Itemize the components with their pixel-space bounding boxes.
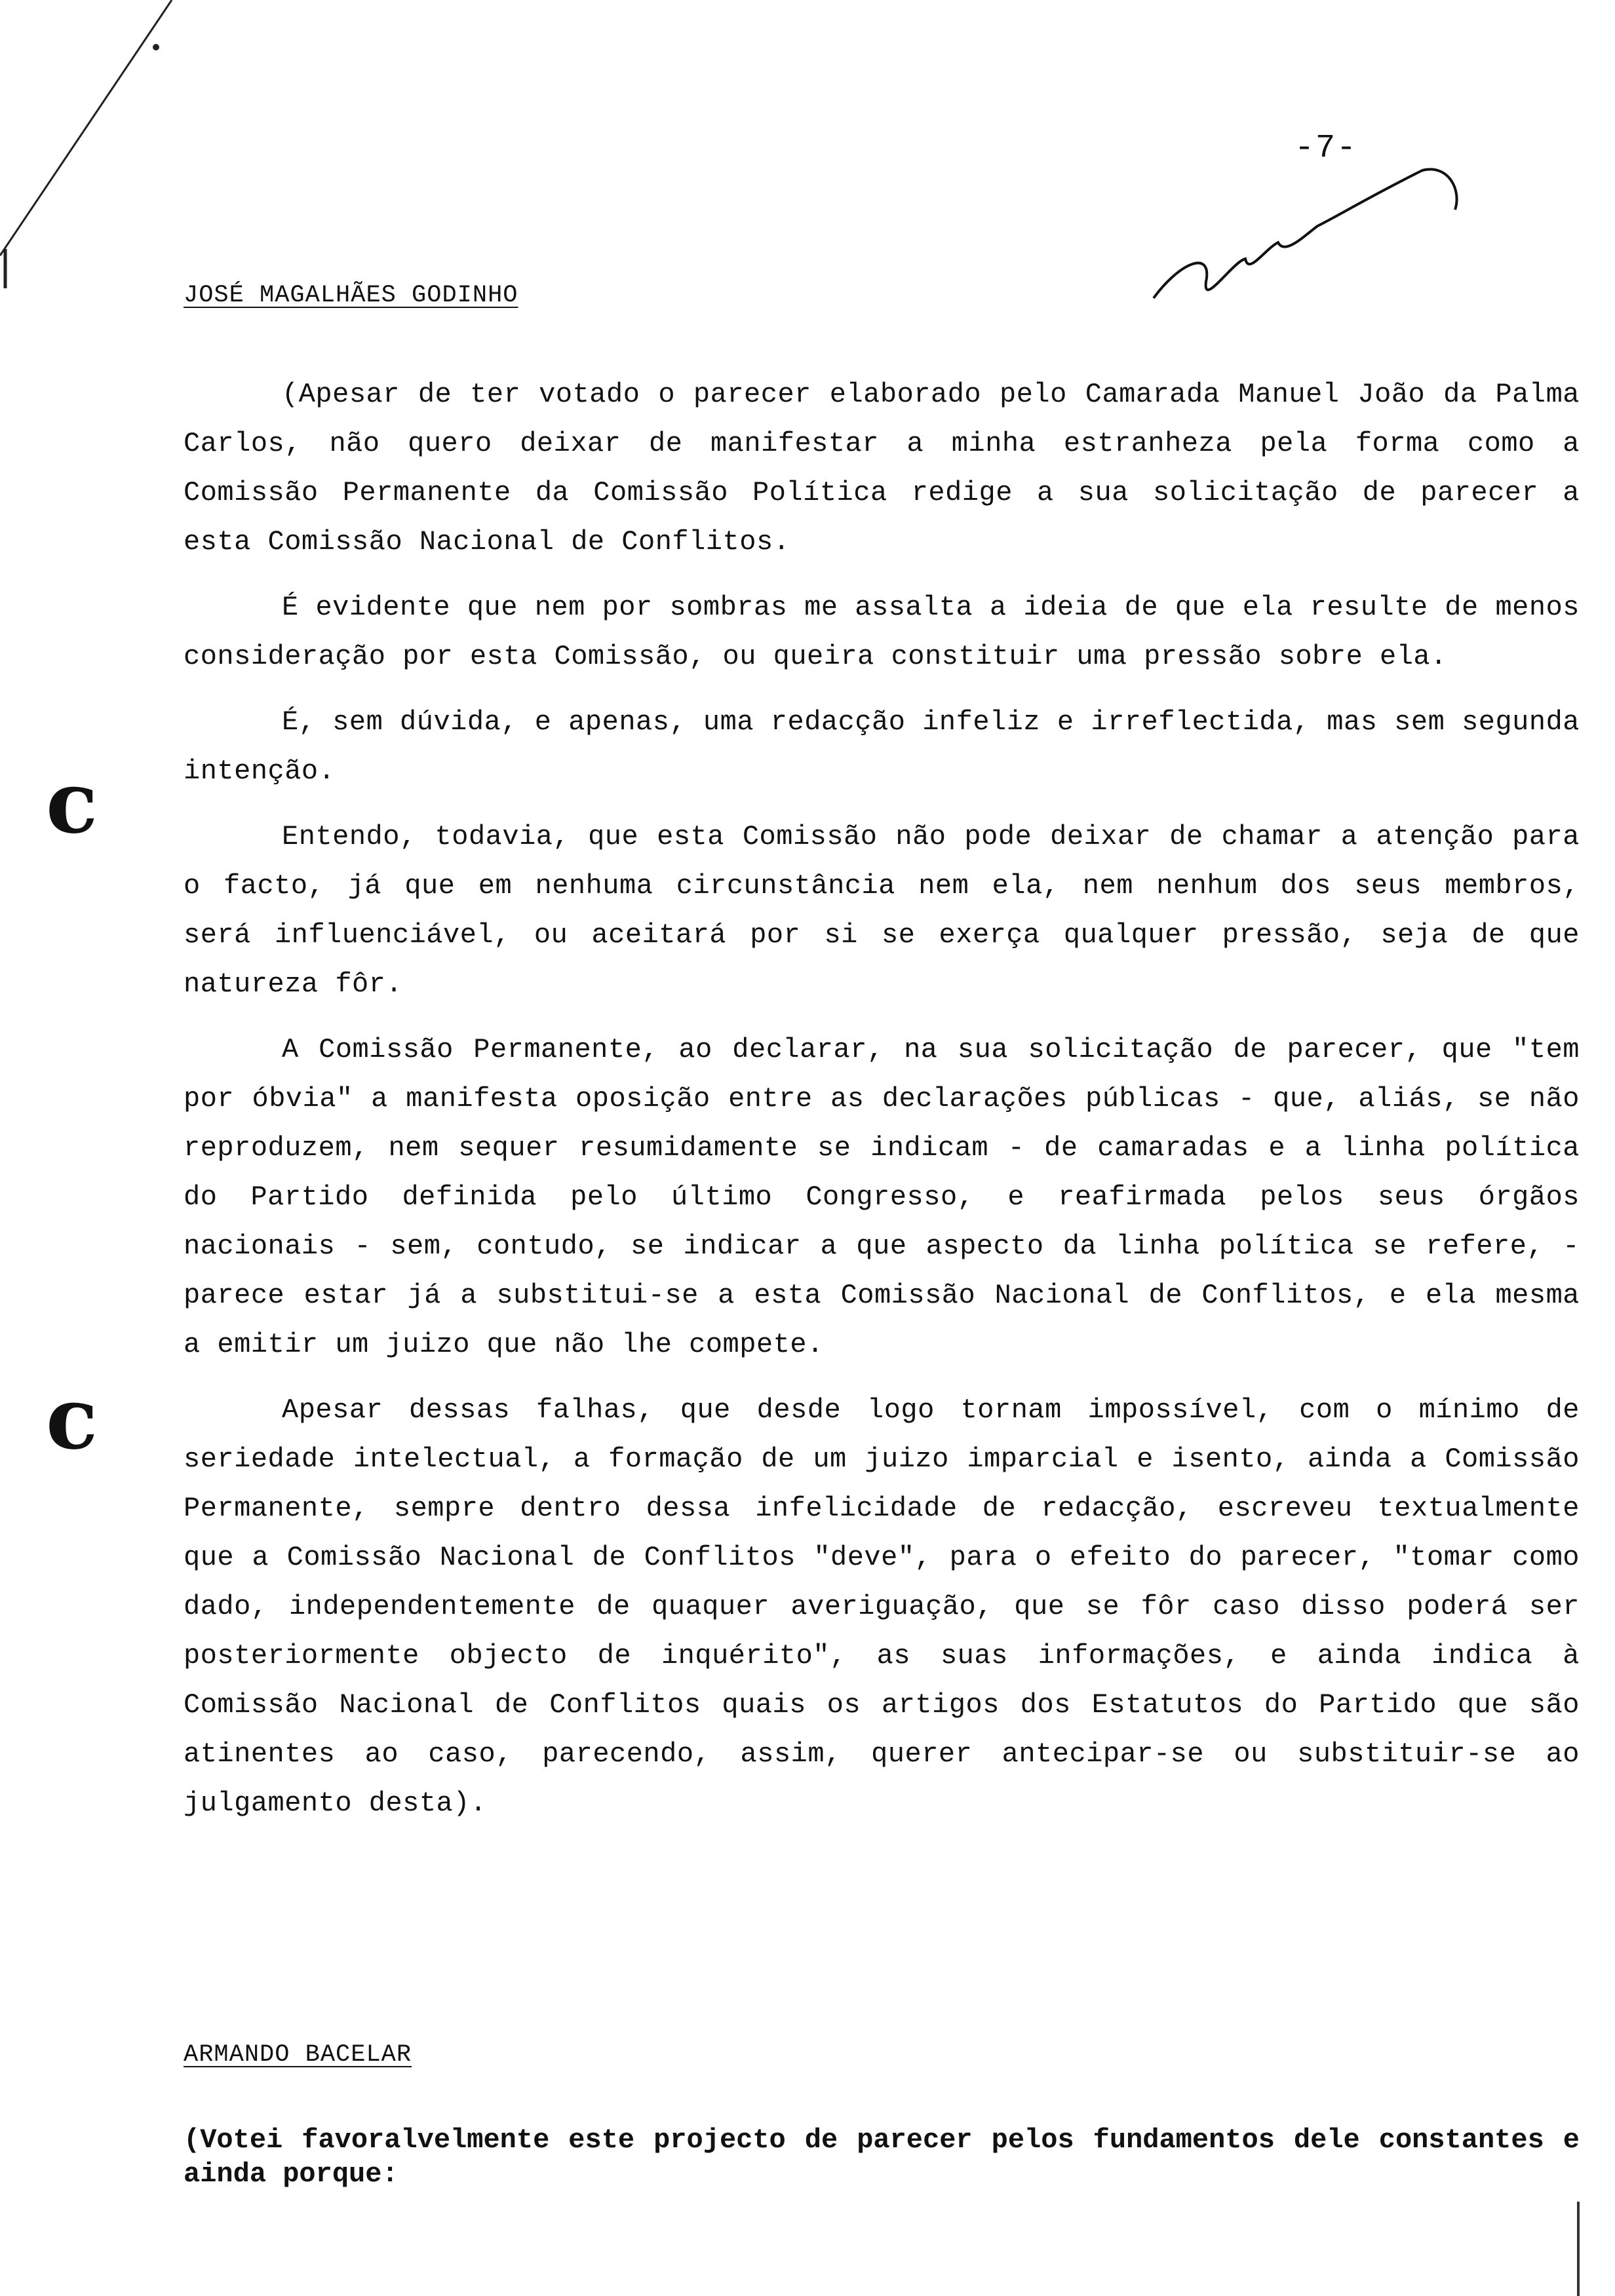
section-author-godinho: JOSÉ MAGALHÃES GODINHO: [184, 282, 518, 309]
bacelar-declaration: (Votei favoralvelmente este projecto de parecer pelos fundamentos dele constantes e ainda porque:: [184, 2124, 1580, 2190]
page-number: -7-: [1294, 130, 1358, 167]
signature-squiggle: [1154, 169, 1457, 298]
paragraph: Entendo, todavia, que esta Comissão não pode deixar de chamar a atenção para o facto, já que em nenhuma circunstância nem ela, nem nenhum dos seus membros, será influenciável, ou aceitará por si se exerça qualquer pressão, seja de que natureza fôr.: [184, 821, 1580, 1000]
paragraph: É, sem dúvida, e apenas, uma redacção infeliz e irreflectida, mas sem segunda intenção.: [184, 706, 1580, 787]
margin-pencil-line: [0, 0, 172, 256]
margin-dot: [153, 44, 159, 50]
margin-mark-hole-bottom: c: [46, 1368, 98, 1468]
paragraph: A Comissão Permanente, ao declarar, na sua solicitação de parecer, que "tem por óbvia" a manifesta oposição entre as declarações públicas - que, aliás, se não reproduzem, nem sequer resumidamente se indicam - de camaradas e a linha política do Partido definida pelo último Congresso, e reafirmada pelos seus órgãos nacionais - sem, contudo, se indicar a que aspecto da linha política se refere, - parece estar já a substitui-se a esta Comissão Nacional de Conflitos, e ela mesma a emitir um juizo que não lhe compete.: [184, 1034, 1580, 1360]
paragraph: Apesar dessas falhas, que desde logo tornam impossível, com o mínimo de seriedade intelectual, a formação de um juizo imparcial e isento, ainda a Comissão Permanente, sempre dentro dessa infelicidade de redacção, escreveu textualmente que a Comissão Nacional de Conflitos "deve", para o efeito do parecer, "tomar como dado, independentemente de quaquer averiguação, que se fôr caso disso poderá ser posteriormente objecto de inquérito", as suas informações, e ainda indica à Comissão Nacional de Conflitos quais os artigos dos Estatutos do Partido que são atinentes ao caso, parecendo, assim, querer antecipar-se ou substituir-se ao julgamento desta).: [184, 1394, 1580, 1819]
section-author-bacelar: ARMANDO BACELAR: [184, 2041, 412, 2069]
godinho-declaration: [184, 370, 1580, 1845]
paragraph: É evidente que nem por sombras me assalta a ideia de que ela resulte de menos consideração por esta Comissão, ou queira constituir uma pressão sobre ela.: [184, 592, 1580, 672]
paragraph: (Apesar de ter votado o parecer elaborado pelo Camarada Manuel João da Palma Carlos, não quero deixar de manifestar a minha estranheza pela forma como a Comissão Permanente da Comissão Política redige a sua solicitação de parecer a esta Comissão Nacional de Conflitos.: [184, 379, 1580, 558]
margin-mark-hole-top: c: [46, 752, 98, 852]
